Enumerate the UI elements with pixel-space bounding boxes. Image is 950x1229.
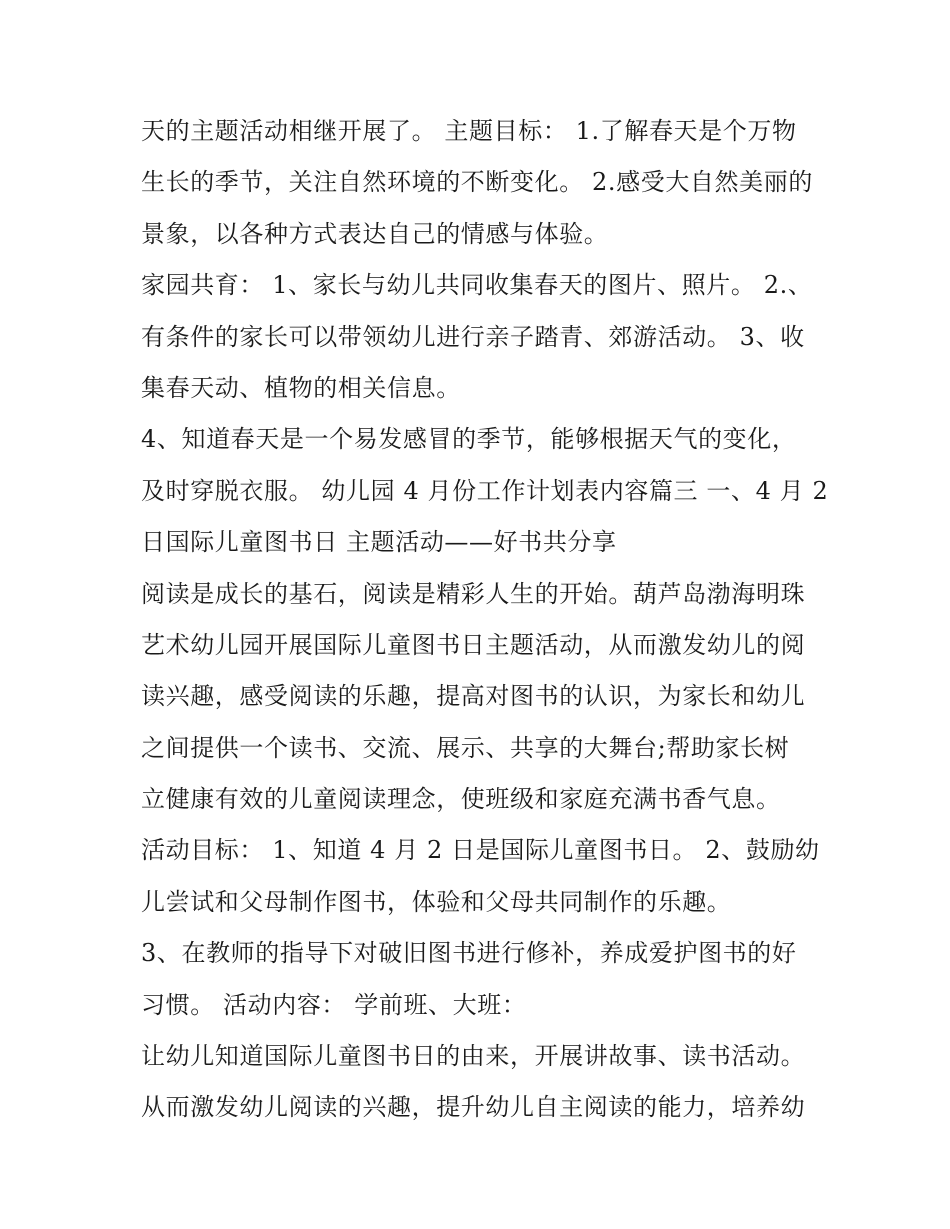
text-line: 从而激发幼儿阅读的兴趣，提升幼儿自主阅读的能力，培养幼 <box>141 1093 806 1122</box>
document-body <box>141 109 829 1137</box>
text-line: 儿尝试和父母制作图书，体验和父母共同制作的乐趣。 <box>141 887 732 916</box>
text-line: 及时穿脱衣服。 幼儿园 4 月份工作计划表内容篇三 一、4 月 2 <box>141 476 829 505</box>
text-line: 景象，以各种方式表达自己的情感与体验。 <box>141 219 609 248</box>
text-line: 生长的季节，关注自然环境的不断变化。 2.感受大自然美丽的 <box>141 168 813 197</box>
text-line: 家园共育： 1、家长与幼儿共同收集春天的图片、照片。 2.、 <box>141 271 813 300</box>
text-line: 立健康有效的儿童阅读理念，使班级和家庭充满书香气息。 <box>141 785 781 814</box>
text-line: 习惯。 活动内容： 学前班、大班： <box>141 990 527 1019</box>
text-line: 活动目标： 1、知道 4 月 2 日是国际儿童图书日。 2、鼓励幼 <box>141 836 820 865</box>
text-line: 集春天动、植物的相关信息。 <box>141 373 461 402</box>
text-line: 读兴趣，感受阅读的乐趣，提高对图书的认识，为家长和幼儿 <box>141 682 806 711</box>
text-line: 阅读是成长的基石，阅读是精彩人生的开始。葫芦岛渤海明珠 <box>141 579 806 608</box>
text-line: 日国际儿童图书日 主题活动——好书共分享 <box>141 528 617 557</box>
text-line: 3、在教师的指导下对破旧图书进行修补，养成爱护图书的好 <box>141 939 797 968</box>
text-line: 让幼儿知道国际儿童图书日的由来，开展讲故事、读书活动。 <box>141 1042 806 1071</box>
text-line: 天的主题活动相继开展了。 主题目标： 1.了解春天是个万物 <box>141 117 797 145</box>
text-line: 4、知道春天是一个易发感冒的季节，能够根据天气的变化， <box>141 425 797 454</box>
text-line: 艺术幼儿园开展国际儿童图书日主题活动，从而激发幼儿的阅 <box>141 630 806 659</box>
text-line: 之间提供一个读书、交流、展示、共享的大舞台;帮助家长树 <box>141 733 790 762</box>
text-line: 有条件的家长可以带领幼儿进行亲子踏青、郊游活动。 3、收 <box>141 322 805 351</box>
